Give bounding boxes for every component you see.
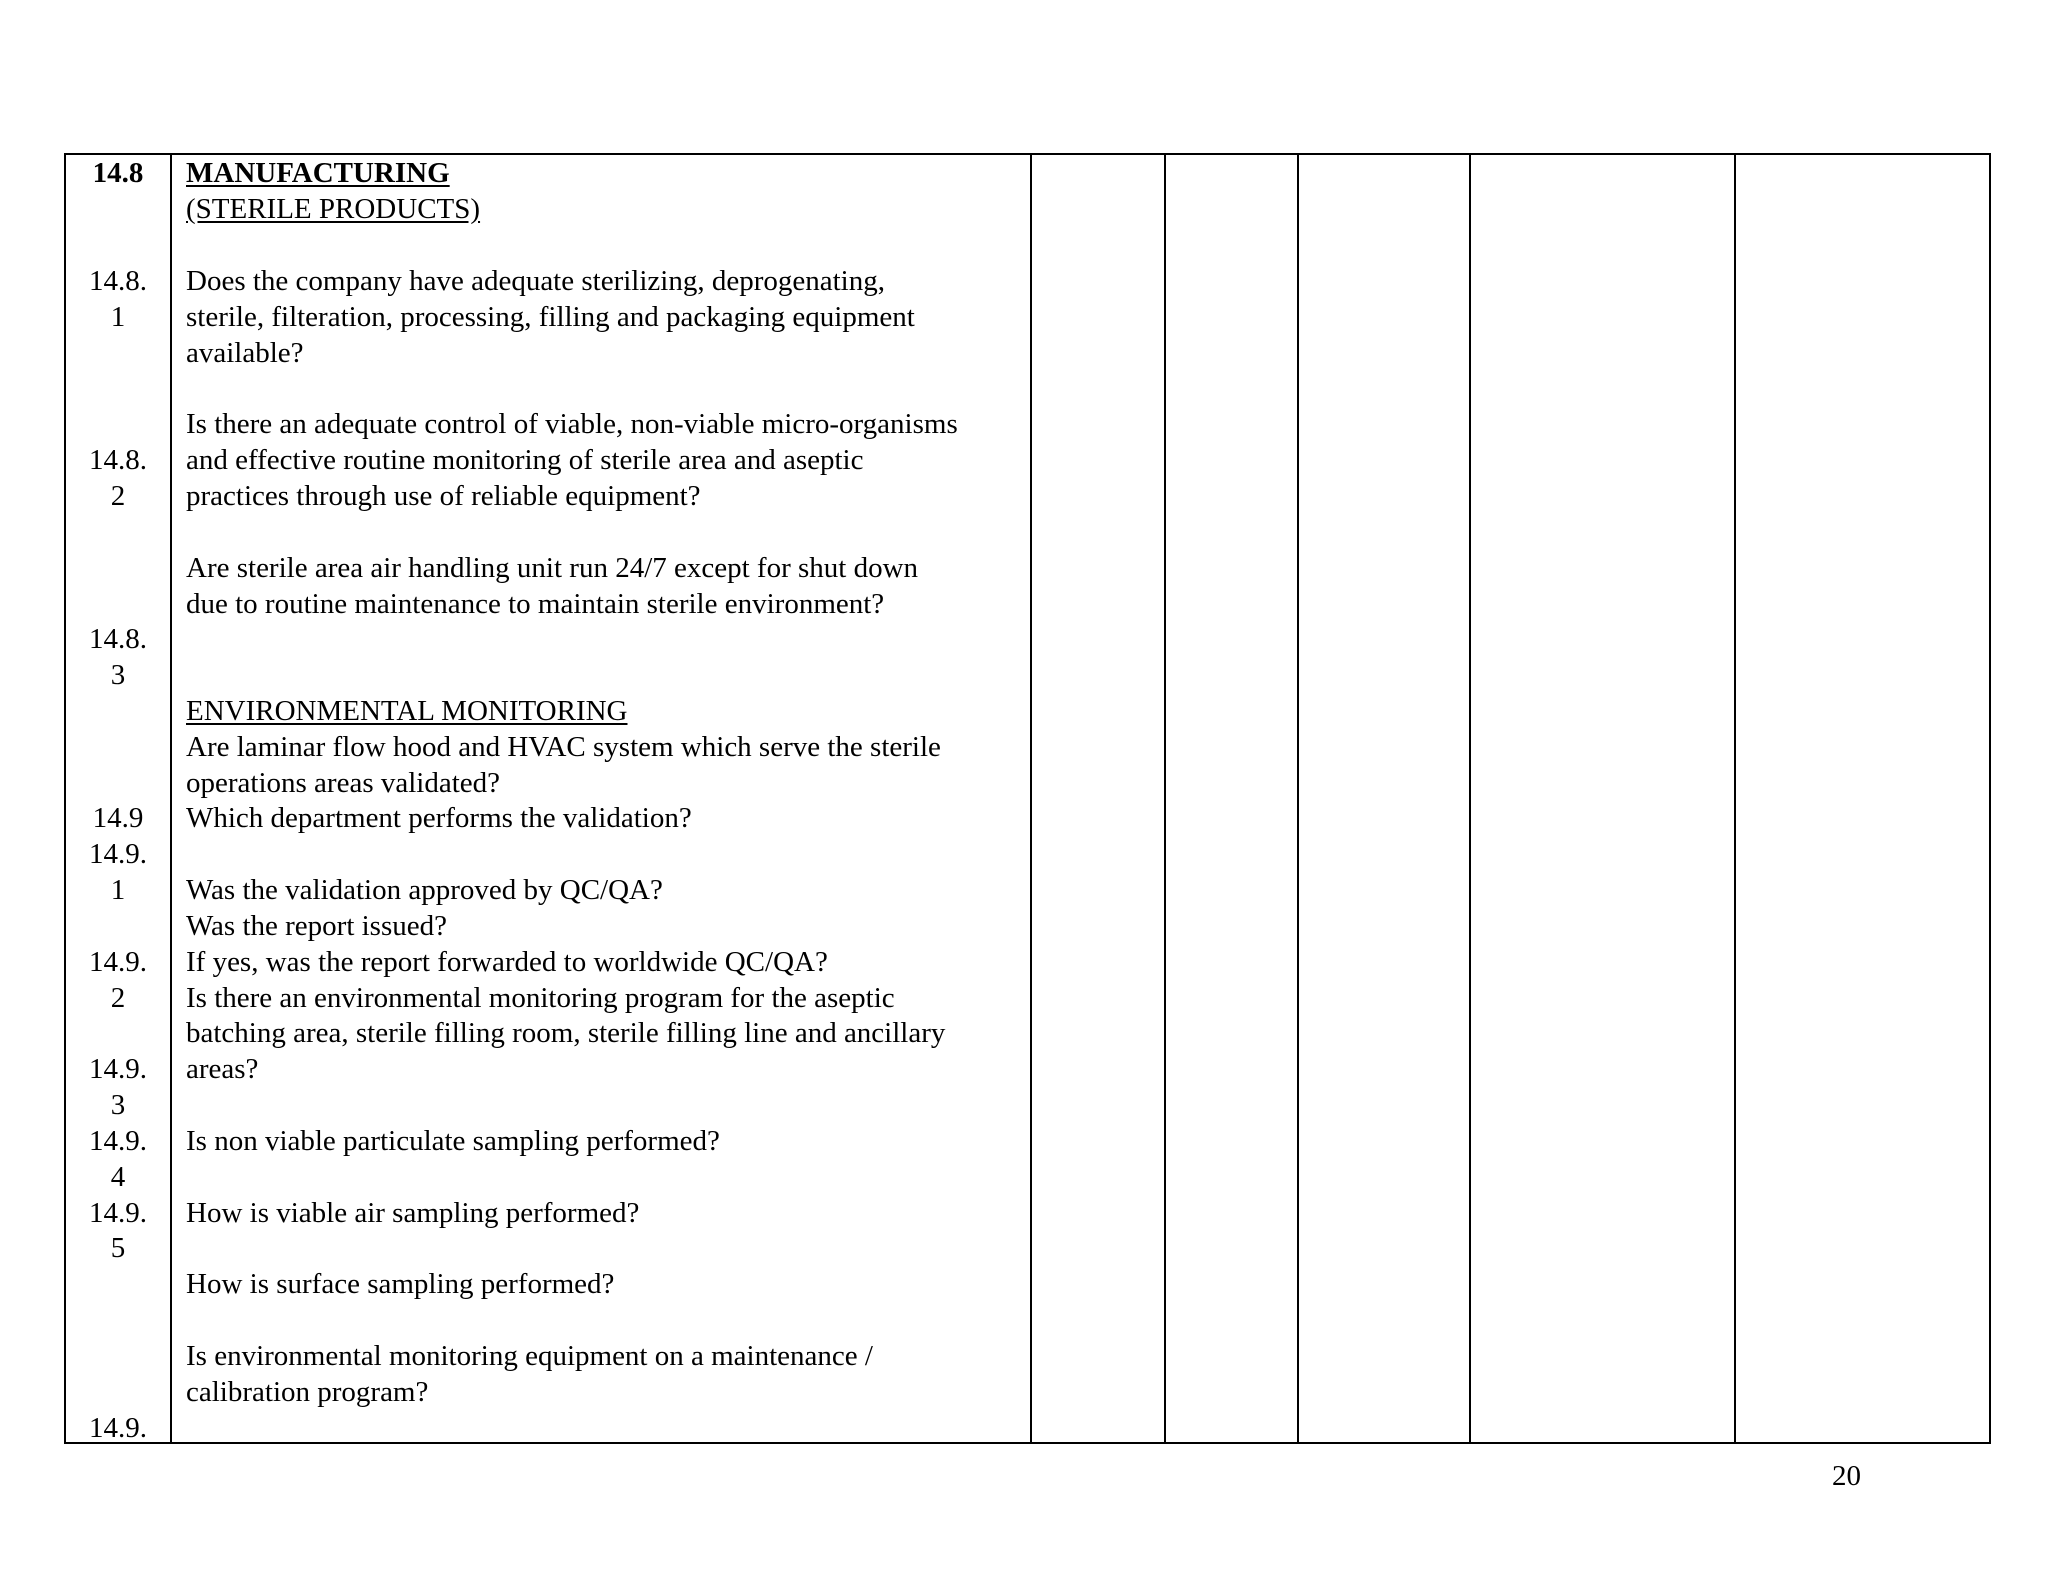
- section-number: 3: [110, 659, 126, 691]
- section-title: MANUFACTURING: [186, 157, 450, 189]
- section-number: 2: [110, 982, 126, 1014]
- section-subtitle: (STERILE PRODUCTS): [186, 193, 481, 225]
- question-line: and effective routine monitoring of sterile area and aseptic: [186, 444, 864, 476]
- column-divider: [1297, 155, 1299, 1442]
- section-number: 14.8.: [89, 623, 147, 655]
- question-line: Is there an environmental monitoring program for the aseptic: [186, 982, 895, 1014]
- section-number: 1: [110, 874, 126, 906]
- section-number: 14.9.: [89, 1412, 147, 1444]
- question-line: due to routine maintenance to maintain sterile environment?: [186, 588, 885, 620]
- question-line: How is surface sampling performed?: [186, 1268, 615, 1300]
- subsection-heading: ENVIRONMENTAL MONITORING: [186, 695, 628, 727]
- section-number: 14.9.: [89, 1125, 147, 1157]
- question-line: Is environmental monitoring equipment on a maintenance /: [186, 1340, 873, 1372]
- section-number: 4: [110, 1161, 126, 1193]
- section-number: 14.9.: [89, 1053, 147, 1085]
- section-number: 14.8.: [89, 444, 147, 476]
- question-line: If yes, was the report forwarded to worldwide QC/QA?: [186, 946, 828, 978]
- column-divider: [1469, 155, 1471, 1442]
- section-number: 5: [110, 1232, 126, 1264]
- section-number: 14.9.: [89, 1197, 147, 1229]
- question-line: batching area, sterile filling room, sterile filling line and ancillary: [186, 1017, 946, 1049]
- question-line: Was the report issued?: [186, 910, 447, 942]
- question-line: How is viable air sampling performed?: [186, 1197, 640, 1229]
- column-divider: [170, 155, 172, 1442]
- section-number: 2: [110, 480, 126, 512]
- question-line: Does the company have adequate sterilizing, deprogenating,: [186, 265, 885, 297]
- section-number: 14.9: [92, 802, 144, 834]
- question-line: Are sterile area air handling unit run 24/7 except for shut down: [186, 552, 919, 584]
- column-divider: [1734, 155, 1736, 1442]
- question-line: operations areas validated?: [186, 767, 501, 799]
- column-divider: [1164, 155, 1166, 1442]
- question-line: Are laminar flow hood and HVAC system which serve the sterile: [186, 731, 941, 763]
- question-line: sterile, filteration, processing, filling and packaging equipment: [186, 301, 915, 333]
- section-number: 14.8: [92, 157, 144, 189]
- question-line: Is there an adequate control of viable, non-viable micro-organisms: [186, 408, 958, 440]
- section-number: 14.9.: [89, 946, 147, 978]
- question-line: Is non viable particulate sampling performed?: [186, 1125, 720, 1157]
- question-line: calibration program?: [186, 1376, 429, 1408]
- column-divider: [1030, 155, 1032, 1442]
- section-number: 14.8.: [89, 265, 147, 297]
- checklist-table: [64, 153, 1991, 1444]
- section-number: 3: [110, 1089, 126, 1121]
- question-line: practices through use of reliable equipment?: [186, 480, 701, 512]
- question-line: Which department performs the validation?: [186, 802, 692, 834]
- section-number: 14.9.: [89, 838, 147, 870]
- section-number: 1: [110, 301, 126, 333]
- page-number: 20: [1832, 1460, 1861, 1492]
- question-line: available?: [186, 337, 304, 369]
- question-line: areas?: [186, 1053, 259, 1085]
- question-line: Was the validation approved by QC/QA?: [186, 874, 663, 906]
